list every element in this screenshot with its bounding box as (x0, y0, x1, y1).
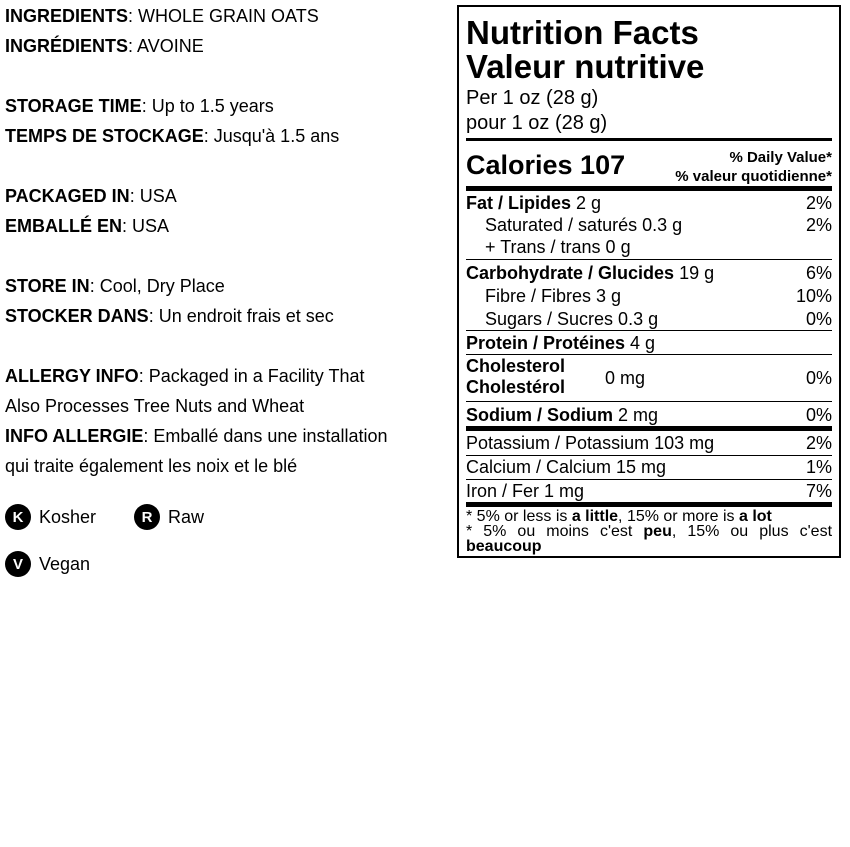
kosher-label: Kosher (39, 506, 97, 527)
nutrition-title-fr: Valeur nutritive (466, 48, 705, 85)
storage-en: STORAGE TIME: Up to 1.5 years (5, 96, 274, 116)
nutrition-facts-panel (457, 5, 841, 558)
allergy-en-cont: Also Processes Tree Nuts and Wheat (5, 396, 305, 416)
divider (466, 259, 832, 260)
divider (466, 186, 832, 191)
ingredients-fr: INGRÉDIENTS: AVOINE (5, 36, 204, 56)
footnote-fr: * 5% ou moins c'est peu, 15% ou plus c'est (466, 523, 833, 540)
store-fr: STOCKER DANS: Un endroit frais et sec (5, 306, 334, 326)
divider (466, 330, 832, 331)
vegan-label: Vegan (39, 553, 91, 574)
raw-label: Raw (168, 506, 205, 527)
storage-fr: TEMPS DE STOCKAGE: Jusqu'à 1.5 ans (5, 126, 340, 146)
sugars-row: Sugars / Sucres 0.3 g 0% (485, 309, 832, 329)
packaged-fr: EMBALLÉ EN: USA (5, 216, 170, 236)
divider (466, 426, 832, 431)
serving-fr: pour 1 oz (28 g) (466, 112, 608, 134)
cholesterol-amount: 0 mg (605, 368, 646, 388)
iron-row: Iron / Fer 1 mg 7% (466, 481, 832, 501)
allergy-fr: INFO ALLERGIE: Emballé dans une installation (5, 426, 388, 446)
protein-row: Protein / Protéines 4 g (466, 333, 656, 353)
nutrition-title-en: Nutrition Facts (466, 14, 699, 51)
potassium-row: Potassium / Potassium 103 mg 2% (466, 433, 832, 453)
vegan-badge (5, 551, 90, 577)
saturated-row: Saturated / saturés 0.3 g 2% (485, 215, 832, 235)
packaged-en: PACKAGED IN: USA (5, 186, 177, 206)
vegan-icon: V (5, 551, 31, 577)
cholesterol-dv: 0% (805, 368, 832, 388)
fat-row: Fat / Lipides 2 g 2% (466, 193, 832, 213)
divider (466, 502, 832, 507)
calcium-row: Calcium / Calcium 15 mg 1% (466, 457, 832, 477)
serving-en: Per 1 oz (28 g) (466, 87, 599, 109)
kosher-icon: K (5, 504, 31, 530)
cholesterol-label: Cholesterol Cholestérol (466, 356, 566, 397)
footnote-en: * 5% or less is a little, 15% or more is a lot (466, 508, 772, 525)
carbohydrate-row: Carbohydrate / Glucides 19 g 6% (466, 263, 832, 283)
calories-label: Calories 107 (466, 150, 626, 180)
allergy-en: ALLERGY INFO: Packaged in a Facility That (5, 366, 365, 386)
sodium-row: Sodium / Sodium 2 mg 0% (466, 405, 832, 425)
calories-row (466, 144, 832, 188)
allergy-fr-cont: qui traite également les noix et le blé (5, 456, 298, 476)
fibre-row: Fibre / Fibres 3 g 10% (485, 286, 832, 306)
kosher-badge (5, 504, 96, 530)
divider (466, 138, 832, 141)
footnote-fr-cont: beaucoup (466, 538, 542, 555)
divider (466, 354, 832, 355)
trans-row: + Trans / trans 0 g (485, 237, 631, 257)
daily-value-header: % Daily Value* % valeur quotidienne* (675, 149, 832, 185)
raw-icon: R (134, 504, 160, 530)
raw-badge (134, 504, 204, 530)
store-en: STORE IN: Cool, Dry Place (5, 276, 225, 296)
ingredients-en: INGREDIENTS: WHOLE GRAIN OATS (5, 6, 319, 26)
divider (466, 401, 832, 402)
cholesterol-row (466, 356, 832, 398)
